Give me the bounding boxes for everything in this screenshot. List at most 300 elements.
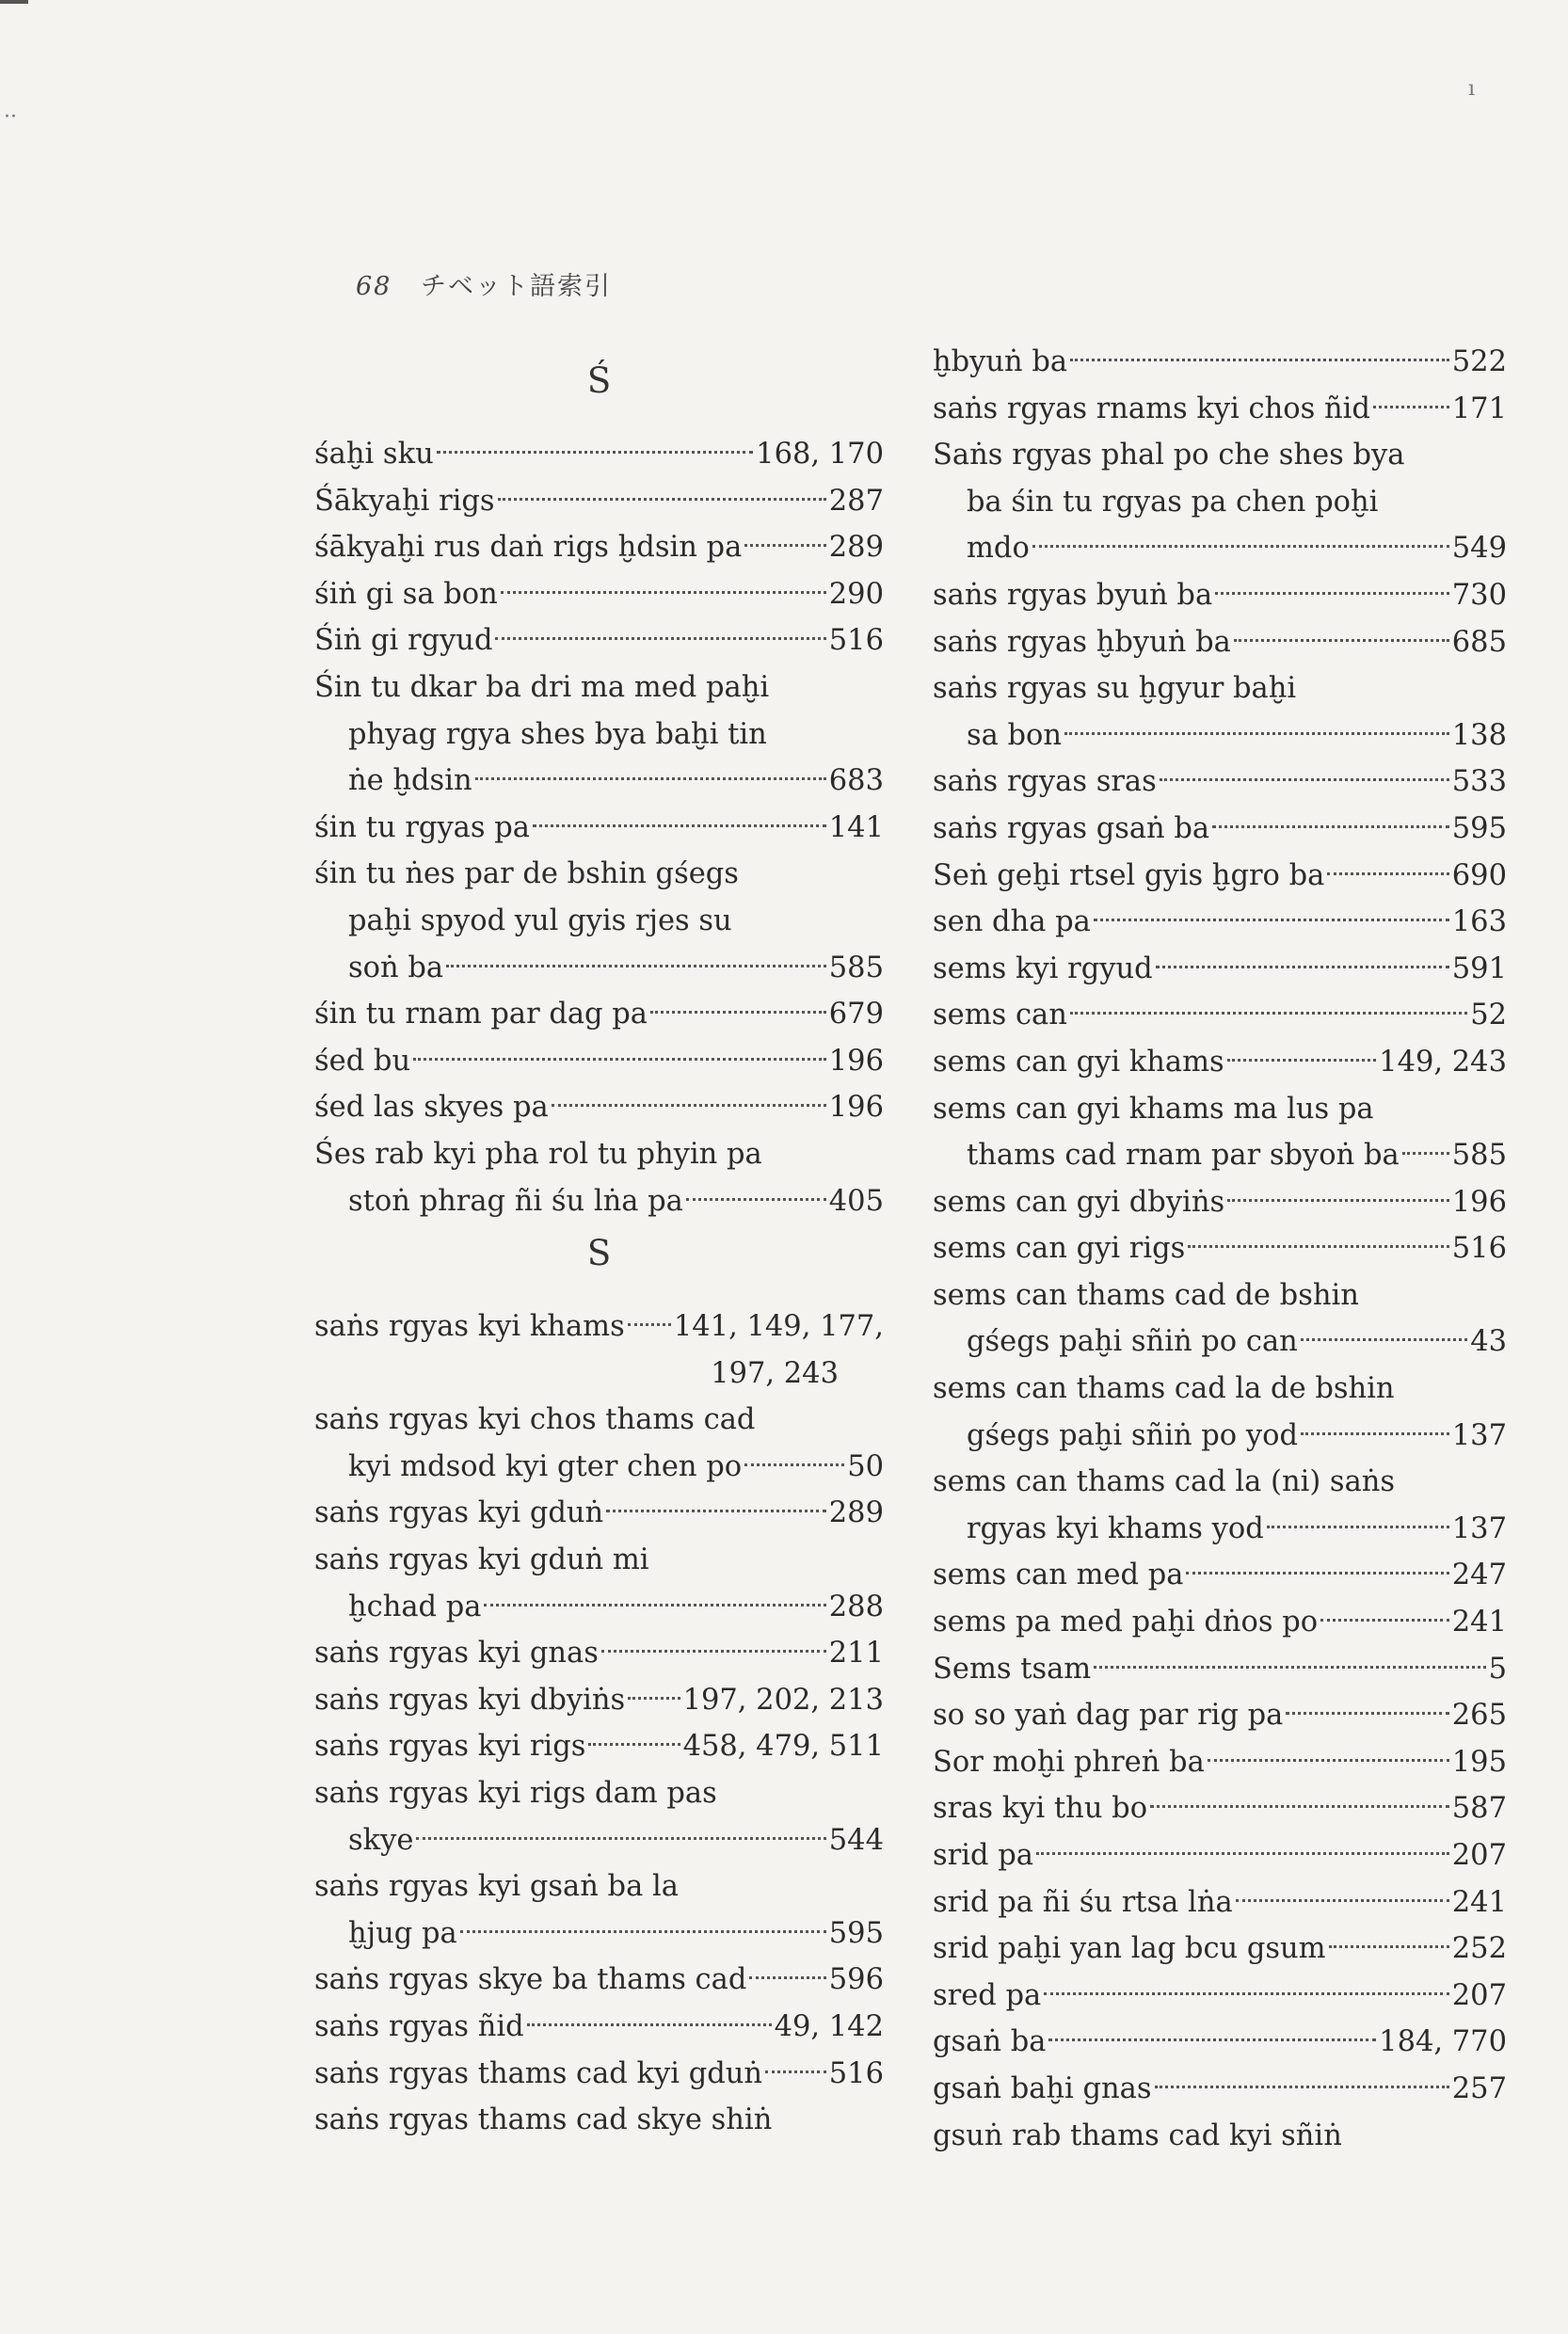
- dot-leader: [1044, 1992, 1449, 1995]
- entry-line: [314, 1537, 884, 1584]
- entry-term: ḫchad pa: [348, 1590, 482, 1623]
- page-ref: 516: [1451, 1232, 1507, 1266]
- index-entry: [933, 899, 1507, 946]
- dot-leader: [1036, 1852, 1449, 1855]
- entry-term: sras kyi thu bo: [933, 1792, 1148, 1826]
- entry-term: saṅs rgyas kyi gduṅ: [314, 1496, 604, 1530]
- entry-line: [933, 899, 1507, 946]
- index-entry: [314, 1723, 884, 1770]
- page-ref: 516: [828, 624, 884, 658]
- entry-line: [933, 853, 1507, 900]
- entry-term: Śin tu dkar ba dri ma med paḫi: [314, 670, 770, 704]
- entry-term: stoṅ phrag ñi śu lṅa pa: [348, 1184, 683, 1218]
- entry-line: [314, 617, 884, 664]
- entry-term: saṅs rgyas ñid: [314, 2010, 524, 2043]
- page-ref: 241: [1451, 1885, 1507, 1919]
- entry-line: [933, 1086, 1507, 1133]
- dot-leader: [1156, 966, 1449, 968]
- dot-leader: [1402, 1152, 1449, 1155]
- dot-leader: [416, 1837, 825, 1840]
- dot-leader: [628, 1323, 671, 1326]
- entry-line: [933, 806, 1507, 853]
- dot-leader: [650, 1011, 826, 1014]
- dot-leader: [1208, 1759, 1449, 1762]
- entry-line: [933, 619, 1507, 666]
- index-entry: [933, 1879, 1507, 1926]
- dot-leader: [1160, 778, 1449, 781]
- page-ref: 685: [1451, 625, 1507, 659]
- scan-margin-mark: ı: [1468, 77, 1476, 101]
- page-ref: 247: [1451, 1559, 1507, 1592]
- dot-leader: [552, 1104, 826, 1107]
- entry-term: srid pa: [933, 1839, 1033, 1872]
- section-heading-s-acute: Ś: [586, 360, 612, 401]
- section-heading-s: S: [586, 1233, 612, 1274]
- entry-line: [933, 712, 1507, 759]
- page-ref: 197, 243: [711, 1356, 839, 1390]
- entry-term: saṅs rgyas kyi dbyiṅs: [314, 1683, 626, 1717]
- index-entry: [314, 851, 884, 991]
- dot-leader: [1236, 1899, 1449, 1902]
- entry-line: [314, 1084, 884, 1131]
- index-entry: [933, 432, 1507, 572]
- entry-line: [314, 1723, 884, 1770]
- index-entry: [933, 1039, 1507, 1086]
- entry-term: saṅs rgyas kyi gsaṅ ba la: [314, 1870, 679, 1904]
- dot-leader: [1301, 1338, 1467, 1341]
- dot-leader: [1301, 1432, 1449, 1435]
- index-entry: [933, 759, 1507, 806]
- entry-term: sems can gyi rigs: [933, 1232, 1186, 1266]
- page-ref: 257: [1451, 2071, 1507, 2105]
- page-ref: 549: [1451, 532, 1507, 566]
- entry-term: sems kyi rgyud: [933, 951, 1153, 985]
- entry-line: [314, 1444, 884, 1491]
- dot-leader: [601, 1650, 826, 1653]
- entry-line: [314, 431, 884, 478]
- dot-leader: [527, 2023, 772, 2026]
- entry-term: sems can med pa: [933, 1559, 1184, 1592]
- page-ref: 683: [828, 764, 884, 798]
- page-ref: 163: [1451, 905, 1507, 939]
- page-ref: 405: [828, 1184, 884, 1218]
- entry-line: [314, 478, 884, 525]
- entry-line: [314, 991, 884, 1038]
- entry-line: [933, 525, 1507, 572]
- index-entry: [933, 1785, 1507, 1832]
- entry-line: [314, 1910, 884, 1958]
- entry-term: srid pa ñi śu rtsa lṅa: [933, 1885, 1233, 1919]
- page-ref: 171: [1451, 392, 1507, 425]
- dot-leader: [1327, 872, 1448, 875]
- page-ref: 458, 479, 511: [682, 1730, 884, 1764]
- entry-line: [314, 1957, 884, 2004]
- page-ref: 5: [1488, 1652, 1507, 1686]
- page-ref: 252: [1451, 1932, 1507, 1966]
- dot-leader: [1234, 639, 1449, 642]
- index-entry: [314, 1303, 884, 1397]
- entry-line-continuation: [314, 1351, 884, 1398]
- scan-corner-mark: [0, 0, 28, 4]
- running-header: [356, 265, 612, 302]
- index-entry: [933, 1552, 1507, 1599]
- entry-line: [933, 1132, 1507, 1179]
- page-ref: 207: [1451, 1978, 1507, 2012]
- entry-term: saṅs rgyas thams cad kyi gduṅ: [314, 2056, 763, 2090]
- index-entry: [933, 1179, 1507, 1226]
- entry-term: sems can gyi dbyiṅs: [933, 1185, 1225, 1219]
- entry-line: [933, 992, 1507, 1039]
- entry-line: [933, 1646, 1507, 1693]
- page-ref: 168, 170: [756, 438, 884, 471]
- index-entry: [933, 1973, 1507, 2020]
- page-ref: 196: [1451, 1185, 1507, 1219]
- entry-line: [933, 1926, 1507, 1973]
- entry-term: sa bon: [967, 718, 1063, 752]
- entry-term: ṅe ḫdsin: [348, 764, 472, 798]
- entry-line: [314, 2004, 884, 2051]
- scan-edge-mark: ··: [4, 105, 17, 129]
- page-ref: 289: [828, 1496, 884, 1530]
- page-ref: 533: [1451, 765, 1507, 799]
- entry-term: śaḫi sku: [314, 438, 434, 471]
- index-entry: [933, 1086, 1507, 1179]
- entry-line: [933, 386, 1507, 433]
- entry-term: sems can thams cad la (ni) saṅs: [933, 1465, 1396, 1499]
- entry-term: sems can thams cad de bshin: [933, 1278, 1359, 1312]
- page-ref: 197, 202, 213: [682, 1683, 884, 1717]
- index-entry: [933, 386, 1507, 433]
- page-ref: 211: [828, 1637, 884, 1671]
- page-ref: 141, 149, 177,: [673, 1310, 884, 1344]
- entry-line: [314, 1038, 884, 1085]
- entry-term: gśegs paḫi sñiṅ po can: [967, 1325, 1298, 1359]
- entry-term: gsuṅ rab thams cad kyi sñiṅ: [933, 2118, 1342, 2152]
- index-list-s: [314, 1303, 884, 2144]
- entry-term: paḫi spyod yul gyis rjes su: [348, 903, 732, 937]
- entry-term: saṅs rgyas kyi gnas: [314, 1637, 599, 1671]
- page-ref: 241: [1451, 1606, 1507, 1639]
- entry-term: śiṅ gi sa bon: [314, 577, 498, 611]
- index-entry: [933, 1832, 1507, 1879]
- header-title: チベット語索引: [420, 272, 612, 301]
- page-ref: 141: [828, 810, 884, 844]
- entry-line: [933, 1692, 1507, 1739]
- index-entry: [314, 2004, 884, 2051]
- index-entry: [933, 946, 1507, 993]
- page-ref: 290: [828, 577, 884, 611]
- index-entry: [314, 1490, 884, 1537]
- page-ref: 522: [1451, 345, 1507, 378]
- entry-line: [933, 2113, 1507, 2160]
- entry-line: [933, 572, 1507, 619]
- index-entry: [314, 1677, 884, 1724]
- index-entry: [933, 1459, 1507, 1552]
- entry-term: śed bu: [314, 1044, 411, 1078]
- entry-term: rgyas kyi khams yod: [967, 1511, 1264, 1545]
- entry-term: śin tu rnam par dag pa: [314, 998, 648, 1031]
- page-ref: 516: [828, 2056, 884, 2090]
- entry-term: saṅs rgyas kyi gduṅ mi: [314, 1543, 649, 1577]
- entry-term: phyag rgya shes bya baḫi tin: [348, 717, 767, 751]
- entry-term: Śiṅ gi rgyud: [314, 624, 493, 658]
- entry-term: sen dha pa: [933, 905, 1091, 939]
- entry-line: [933, 1319, 1507, 1366]
- dot-leader: [1320, 1619, 1449, 1622]
- index-entry: [314, 478, 884, 525]
- index-entry: [933, 2066, 1507, 2113]
- entry-term: srid paḫi yan lag bcu gsum: [933, 1932, 1326, 1966]
- entry-term: saṅs rgyas rnams kyi chos ñid: [933, 392, 1370, 425]
- entry-line: [314, 898, 884, 945]
- page-ref: 289: [828, 531, 884, 565]
- dot-leader: [744, 544, 826, 547]
- entry-line: [933, 2019, 1507, 2066]
- right-column: [933, 339, 1507, 2159]
- dot-leader: [1373, 406, 1449, 408]
- index-entry: [314, 991, 884, 1038]
- index-entry: [314, 431, 884, 478]
- dot-leader: [1070, 359, 1449, 361]
- entry-term: saṅs rgyas sras: [933, 765, 1157, 799]
- entry-term: ḫbyuṅ ba: [933, 345, 1068, 378]
- dot-leader: [749, 1976, 825, 1979]
- entry-term: sems can thams cad la de bshin: [933, 1372, 1395, 1406]
- entry-term: sred pa: [933, 1978, 1042, 2012]
- entry-term: saṅs rgyas skye ba thams cad: [314, 1963, 747, 1997]
- entry-line: [933, 1599, 1507, 1646]
- index-entry: [933, 2113, 1507, 2160]
- entry-line: [933, 759, 1507, 806]
- index-entry: [933, 572, 1507, 619]
- dot-leader: [744, 1463, 844, 1466]
- entry-line: [314, 1303, 884, 1351]
- index-entry: [933, 1692, 1507, 1739]
- entry-line: [933, 479, 1507, 526]
- dot-leader: [446, 965, 826, 967]
- entry-term: ḫjug pa: [348, 1916, 457, 1950]
- entry-term: sems can: [933, 999, 1067, 1032]
- entry-term: sems pa med paḫi dṅos po: [933, 1606, 1319, 1639]
- page-ref: 265: [1451, 1699, 1507, 1733]
- page-ref: 679: [828, 998, 884, 1031]
- entry-term: sems can gyi khams: [933, 1045, 1224, 1079]
- page-ref: 207: [1451, 1839, 1507, 1872]
- index-entry: [933, 619, 1507, 666]
- dot-leader: [1155, 2086, 1449, 2088]
- entry-line: [933, 1879, 1507, 1926]
- page-ref: 137: [1451, 1418, 1507, 1452]
- entry-line: [314, 1178, 884, 1225]
- index-entry: [314, 1537, 884, 1630]
- dot-leader: [1329, 1945, 1449, 1948]
- entry-line: [933, 1739, 1507, 1786]
- index-entry: [933, 1272, 1507, 1366]
- index-entry: [314, 1630, 884, 1677]
- entry-line: [314, 1397, 884, 1444]
- dot-leader: [1094, 919, 1449, 921]
- entry-line: [314, 2051, 884, 2098]
- entry-line: [314, 524, 884, 571]
- page-ref: 49, 142: [774, 2010, 884, 2043]
- entry-line: [314, 711, 884, 759]
- index-entry: [314, 1863, 884, 1957]
- entry-line: [933, 1785, 1507, 1832]
- page-ref: 585: [828, 951, 884, 984]
- dot-leader: [1227, 1059, 1377, 1062]
- dot-leader: [1048, 2038, 1376, 2041]
- entry-term: soṅ ba: [348, 951, 444, 984]
- index-list-right: [933, 339, 1507, 2159]
- page-ref: 587: [1451, 1792, 1507, 1826]
- dot-leader: [437, 451, 753, 454]
- page-number: 68: [356, 272, 392, 301]
- entry-line: [933, 2066, 1507, 2113]
- entry-term: mdo: [967, 532, 1030, 566]
- page-ref: 730: [1451, 578, 1507, 612]
- entry-line: [933, 1832, 1507, 1879]
- page-ref: 585: [1451, 1139, 1507, 1173]
- dot-leader: [413, 1058, 826, 1061]
- index-entry: [314, 1770, 884, 1863]
- page-ref: 50: [847, 1449, 884, 1483]
- entry-term: saṅs rgyas kyi rigs: [314, 1730, 586, 1764]
- entry-term: so so yaṅ dag par rig pa: [933, 1699, 1284, 1733]
- entry-term: skye: [348, 1823, 414, 1857]
- entry-term: gśegs paḫi sñiṅ po yod: [967, 1418, 1298, 1452]
- index-entry: [933, 1739, 1507, 1786]
- dot-leader: [588, 1743, 680, 1746]
- index-entry: [933, 806, 1507, 853]
- page-ref: 595: [1451, 811, 1507, 845]
- index-entry: [314, 617, 884, 664]
- entry-line: [314, 1584, 884, 1631]
- page-ref: 52: [1470, 999, 1507, 1032]
- page-ref: 149, 243: [1379, 1045, 1507, 1079]
- entry-term: ba śin tu rgyas pa chen poḫi: [967, 485, 1379, 519]
- dot-leader: [1150, 1805, 1449, 1808]
- dot-leader: [606, 1510, 826, 1512]
- dot-leader: [533, 824, 826, 827]
- index-entry: [933, 2019, 1507, 2066]
- index-entry: [314, 664, 884, 805]
- entry-term: Śes rab kyi pha rol tu phyin pa: [314, 1137, 762, 1171]
- entry-term: śin tu rgyas pa: [314, 810, 530, 844]
- entry-term: saṅs rgyas kyi chos thams cad: [314, 1403, 756, 1437]
- entry-line: [933, 1413, 1507, 1460]
- entry-term: Sems tsam: [933, 1652, 1092, 1686]
- dot-leader: [1212, 825, 1449, 828]
- entry-line: [314, 1630, 884, 1677]
- index-entry: [314, 524, 884, 571]
- page-ref: 195: [1451, 1745, 1507, 1779]
- entry-term: śed las skyes pa: [314, 1091, 549, 1125]
- entry-term: thams cad rnam par sbyoṅ ba: [967, 1139, 1400, 1173]
- entry-line: [933, 339, 1507, 386]
- dot-leader: [498, 498, 826, 501]
- entry-term: gsaṅ ba: [933, 2025, 1047, 2059]
- entry-term: śin tu ṅes par de bshin gśegs: [314, 857, 739, 891]
- dot-leader: [686, 1198, 826, 1201]
- entry-line: [314, 805, 884, 852]
- page-ref: 690: [1451, 858, 1507, 892]
- index-entry: [933, 1225, 1507, 1272]
- entry-line: [933, 1225, 1507, 1272]
- index-entry: [314, 1084, 884, 1131]
- entry-line: [314, 1863, 884, 1910]
- index-entry: [933, 853, 1507, 900]
- dot-leader: [628, 1697, 680, 1700]
- page-ref: 288: [828, 1590, 884, 1623]
- index-entry: [314, 1131, 884, 1224]
- entry-line: [933, 1179, 1507, 1226]
- entry-term: kyi mdsod kyi gter chen po: [348, 1449, 743, 1483]
- dot-leader: [460, 1930, 826, 1933]
- dot-leader: [1064, 732, 1449, 735]
- left-column: [314, 358, 884, 2144]
- entry-term: saṅs rgyas su ḫgyur baḫi: [933, 672, 1297, 706]
- page-ref: 544: [828, 1823, 884, 1857]
- page-ref: 591: [1451, 951, 1507, 985]
- entry-term: saṅs rgyas kyi khams: [314, 1310, 625, 1344]
- dot-leader: [1094, 1666, 1485, 1669]
- entry-term: saṅs rgyas kyi rigs dam pas: [314, 1777, 717, 1811]
- dot-leader: [1186, 1572, 1448, 1575]
- entry-line: [314, 1817, 884, 1864]
- page-ref: 138: [1451, 718, 1507, 752]
- entry-term: Śākyaḫi rigs: [314, 484, 495, 518]
- index-entry: [314, 1957, 884, 2004]
- entry-line: [314, 1770, 884, 1817]
- index-entry: [314, 2051, 884, 2098]
- entry-term: Sor moḫi phreṅ ba: [933, 1745, 1205, 1779]
- index-entry: [314, 571, 884, 618]
- entry-line: [314, 758, 884, 805]
- entry-term: saṅs rgyas byuṅ ba: [933, 578, 1213, 612]
- entry-line: [933, 1973, 1507, 2020]
- index-entry: [933, 1366, 1507, 1459]
- entry-line: [314, 1131, 884, 1178]
- dot-leader: [1227, 1199, 1449, 1202]
- page-ref: 43: [1470, 1325, 1507, 1359]
- page-ref: 595: [828, 1916, 884, 1950]
- dot-leader: [1032, 545, 1449, 548]
- entry-term: saṅs rgyas ḫbyuṅ ba: [933, 625, 1231, 659]
- entry-line: [314, 1490, 884, 1537]
- entry-term: saṅs rgyas thams cad skye shiṅ: [314, 2103, 773, 2137]
- index-list-s-acute: [314, 431, 884, 1224]
- dot-leader: [1286, 1712, 1448, 1715]
- dot-leader: [1267, 1526, 1449, 1528]
- page-ref: 184, 770: [1379, 2025, 1507, 2059]
- entry-term: śākyaḫi rus daṅ rigs ḫdsin pa: [314, 531, 743, 565]
- entry-term: saṅs rgyas gsaṅ ba: [933, 811, 1210, 845]
- index-entry: [933, 992, 1507, 1039]
- entry-line: [933, 665, 1507, 712]
- entry-line: [314, 945, 884, 992]
- entry-term: gsaṅ baḫi gnas: [933, 2071, 1152, 2105]
- index-entry: [314, 2097, 884, 2144]
- entry-line: [933, 1366, 1507, 1413]
- index-entry: [314, 1397, 884, 1490]
- dot-leader: [475, 777, 826, 780]
- dot-leader: [1215, 592, 1449, 595]
- dot-leader: [501, 591, 826, 594]
- entry-line: [314, 851, 884, 898]
- index-entry: [933, 339, 1507, 386]
- index-entry: [314, 1038, 884, 1085]
- index-entry: [933, 1646, 1507, 1693]
